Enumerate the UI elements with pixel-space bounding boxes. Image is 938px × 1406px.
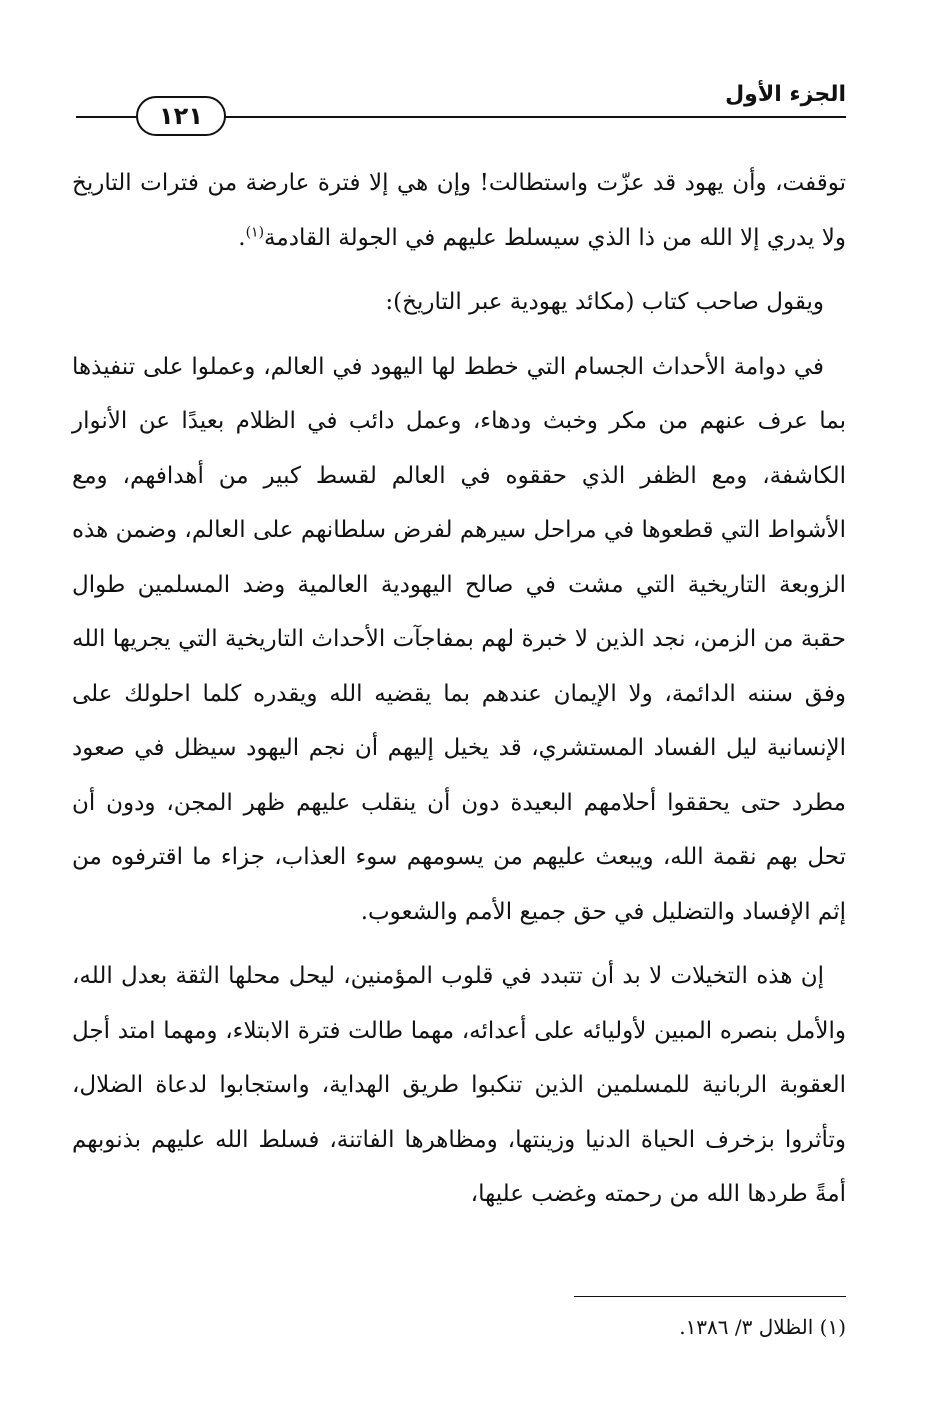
page-number: ١٢١ (136, 96, 226, 136)
main-text (72, 156, 846, 1222)
footnote-separator (574, 1296, 846, 1297)
paragraph-1 (72, 156, 846, 265)
footnote-1: (١) الظلال ٣/ ١٣٨٦. (679, 1315, 846, 1339)
running-title: الجزء الأول (719, 80, 846, 110)
paragraph-1-text: توقفت، وأن يهود قد عزّت واستطالت! وإن هي إلا فترة عارضة من فترات التاريخ ولا يدري إلا الله من ذا الذي سيسلط عليهم في الجولة القادمة (72, 170, 846, 251)
paragraph-2: ويقول صاحب كتاب (مكائد يهودية عبر التاريخ): (385, 289, 824, 315)
footnote-reference: (١) (245, 223, 265, 240)
paragraph-1-end: . (238, 224, 246, 251)
paragraph-3: في دوامة الأحداث الجسام التي خطط لها اليهود في العالم، وعملوا على تنفيذها بما عرف عنهم من مكر وخبث ودهاء، وعمل دائب في الظلام بعيدًا عن الأنوار الكاشفة، ومع الظفر الذي حققوه في العالم لقسط كبير من أهدافهم، ومع الأشواط التي قطعوها في مراحل سيرهم لفرض سلطانهم على العالم، وضمن هذه الزوبعة التاريخية التي مشت في صالح اليهودية العالمية وضد المسلمين طوال حقبة من الزمن، نجد الذين لا خبرة لهم بمفاجآت الأحداث التاريخية التي يجريها الله وفق سننه الدائمة، ولا الإيمان عندهم بما يقضيه الله ويقدره كلما احلولك على الإنسانية ليل الفساد المستشري، قد يخيل إليهم أن نجم اليهود سيظل في صعود مطرد حتى يحققوا أحلامهم البعيدة دون أن ينقلب عليهم ظهر المجن، ودون أن تحل بهم نقمة الله، ويبعث عليهم من يسومهم سوء العذاب، جزاء ما اقترفوه من إثم الإفساد والتضليل في حق جميع الأمم والشعوب. (72, 353, 846, 925)
paragraph-4: إن هذه التخيلات لا بد أن تتبدد في قلوب المؤمنين، ليحل محلها الثقة بعدل الله، والأمل بنصره المبين لأوليائه على أعدائه، مهما طالت فترة الابتلاء، ومهما امتد أجل العقوبة الربانية للمسلمين الذين تنكبوا طريق الهداية، واستجابوا لدعاة الضلال، وتأثروا بزخرف الحياة الدنيا وزينتها، ومظاهرها الفاتنة، فسلط الله عليهم بذنوبهم أمةً طردها الله من رحمته وغضب عليها، (72, 963, 846, 1207)
page-header (76, 78, 846, 150)
